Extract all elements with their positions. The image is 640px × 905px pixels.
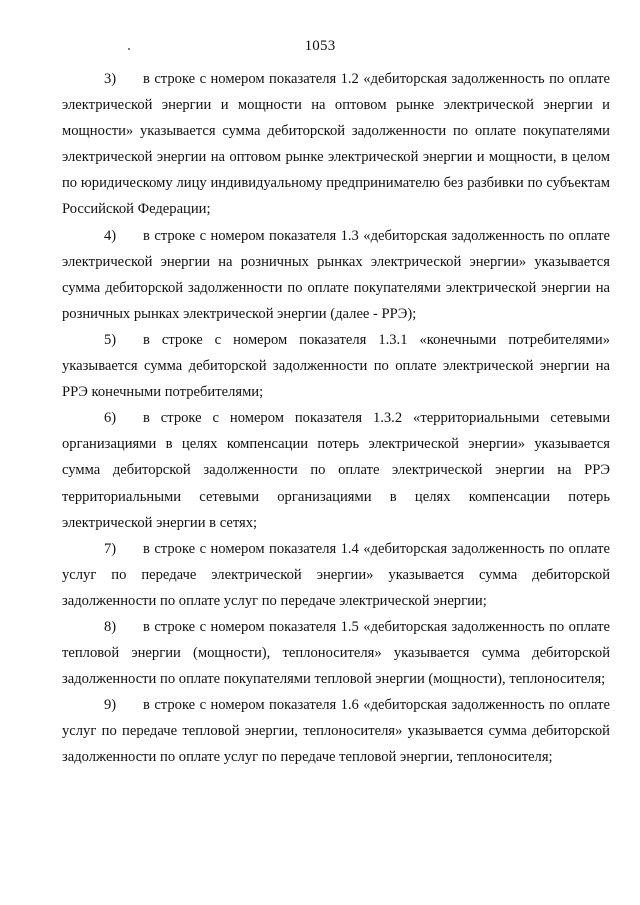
item-number: 9) xyxy=(104,697,117,714)
list-item xyxy=(62,692,610,770)
item-text: в строке с номером показателя 1.6 «дебиторская задолженность по оплате услуг по передаче тепловой энергии, теплоносителя» указывается сумма дебиторской задолженности по оплате услуг по передаче тепловой энергии, теплоносителя; xyxy=(62,697,610,766)
item-text: в строке с номером показателя 1.2 «дебиторская задолженность по оплате электрической энергии и мощности на оптовом рынке электрической энергии и мощности» указывается сумма дебиторской задолженности по оплате покупателями электрической энергии на оптовом рынке электрической энергии и мощности, в целом по юридическому лицу индивидуальному предпринимателю без разбивки по субъектам Российской Федерации; xyxy=(62,71,610,218)
item-text: в строке с номером показателя 1.3.2 «территориальными сетевыми организациями в целях компенсации потерь электрической энергии» указывается сумма дебиторской задолженности по оплате электрической энергии на РРЭ территориальными сетевыми организациями в целях компенсации потерь электрической энергии в сетях; xyxy=(62,410,610,531)
item-text: в строке с номером показателя 1.3.1 «конечными потребителями» указывается сумма дебиторской задолженности по оплате электрической энергии на РРЭ конечными потребителями; xyxy=(62,331,610,401)
list-item xyxy=(62,614,610,692)
list-item xyxy=(62,536,610,614)
item-text: в строке с номером показателя 1.5 «дебиторская задолженность по оплате тепловой энергии (мощности), теплоносителя» указывается сумма дебиторской задолженности по оплате покупателями тепловой энергии (мощности), теплоносителя; xyxy=(62,618,610,688)
item-text: в строке с номером показателя 1.4 «дебиторская задолженность по оплате услуг по передаче электрической энергии» указывается сумма дебиторской задолженности по оплате услуг по передаче электрической энергии; xyxy=(62,540,610,609)
list-item xyxy=(62,223,610,327)
list-item xyxy=(62,405,610,535)
item-number: 7) xyxy=(104,540,117,557)
page-number: 1053 xyxy=(304,38,336,54)
item-number: 8) xyxy=(104,618,117,635)
list-item xyxy=(62,66,610,223)
item-number: 3) xyxy=(104,71,117,87)
item-number: 6) xyxy=(104,410,117,427)
scan-speck xyxy=(128,48,130,50)
list-item xyxy=(62,327,610,405)
item-number: 5) xyxy=(104,331,117,348)
item-text: в строке с номером показателя 1.3 «дебиторская задолженность по оплате электрической энергии на розничных рынках электрической энергии» указывается сумма дебиторской задолженности по оплате покупателями электрической энергии на розничных рынках электрической энергии (далее - РРЭ); xyxy=(62,227,610,322)
item-number: 4) xyxy=(104,227,117,244)
document-body xyxy=(62,66,610,771)
